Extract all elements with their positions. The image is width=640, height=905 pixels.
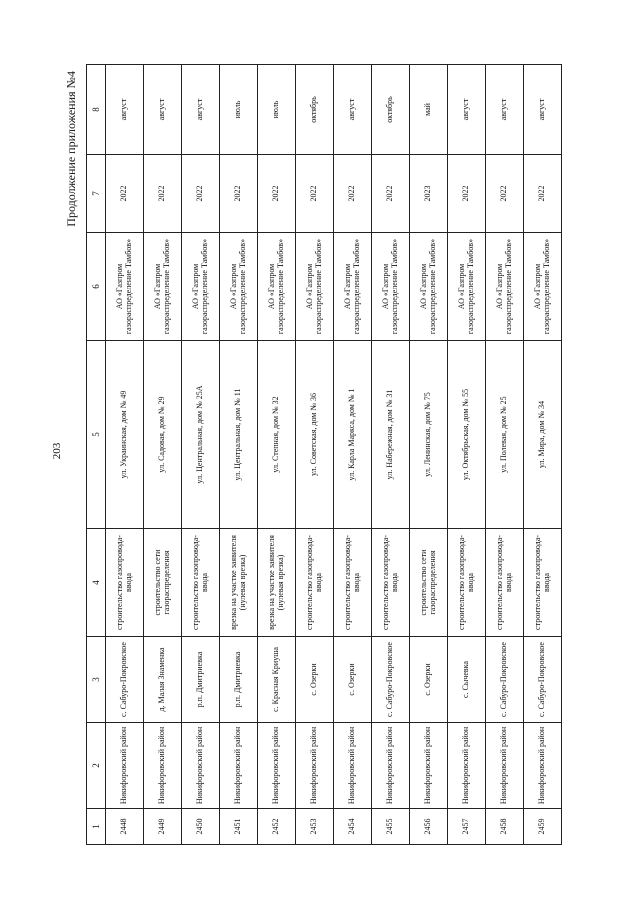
cell-work-type: врезка на участке заявителя (нулевая врезка) xyxy=(220,529,258,637)
column-header-year: 7 xyxy=(87,155,106,233)
cell-year: 2023 xyxy=(410,155,448,233)
cell-year: 2022 xyxy=(486,155,524,233)
cell-district: Никифоровский район xyxy=(410,723,448,809)
cell-month: май xyxy=(410,65,448,155)
table-row xyxy=(106,65,144,845)
table-body xyxy=(87,65,562,845)
cell-year: 2022 xyxy=(524,155,562,233)
cell-district: Никифоровский район xyxy=(182,723,220,809)
cell-row-number: 2448 xyxy=(106,809,144,845)
cell-work-type: строительство сети газораспределения xyxy=(410,529,448,637)
cell-district: Никифоровский район xyxy=(144,723,182,809)
table-row xyxy=(372,65,410,845)
cell-month: август xyxy=(486,65,524,155)
cell-organization: АО «Газпром газораспределение Тамбов» xyxy=(296,233,334,341)
cell-work-type: строительство газопровода-ввода xyxy=(182,529,220,637)
table-row xyxy=(258,65,296,845)
cell-month: август xyxy=(524,65,562,155)
table-row xyxy=(448,65,486,845)
cell-settlement: р.п. Дмитриевка xyxy=(182,637,220,723)
cell-work-type: строительство газопровода-ввода xyxy=(296,529,334,637)
cell-organization: АО «Газпром газораспределение Тамбов» xyxy=(410,233,448,341)
column-header-district: 2 xyxy=(87,723,106,809)
table-row xyxy=(486,65,524,845)
cell-address: ул. Октябрьская, дом № 55 xyxy=(448,341,486,529)
cell-row-number: 2455 xyxy=(372,809,410,845)
cell-month: июль xyxy=(258,65,296,155)
cell-organization: АО «Газпром газораспределение Тамбов» xyxy=(258,233,296,341)
cell-settlement: с. Озерки xyxy=(296,637,334,723)
column-header-organization: 6 xyxy=(87,233,106,341)
cell-row-number: 2449 xyxy=(144,809,182,845)
header-row xyxy=(87,65,106,845)
cell-settlement: с. Сабуро-Покровское xyxy=(524,637,562,723)
cell-district: Никифоровский район xyxy=(334,723,372,809)
cell-row-number: 2450 xyxy=(182,809,220,845)
column-header-work-type: 4 xyxy=(87,529,106,637)
cell-address: ул. Полевая, дом № 25 xyxy=(486,341,524,529)
cell-year: 2022 xyxy=(372,155,410,233)
cell-organization: АО «Газпром газораспределение Тамбов» xyxy=(372,233,410,341)
cell-district: Никифоровский район xyxy=(106,723,144,809)
cell-month: июль xyxy=(220,65,258,155)
cell-organization: АО «Газпром газораспределение Тамбов» xyxy=(220,233,258,341)
table-row xyxy=(334,65,372,845)
cell-organization: АО «Газпром газораспределение Тамбов» xyxy=(106,233,144,341)
table-row xyxy=(144,65,182,845)
page-number: 203 xyxy=(51,442,63,460)
cell-row-number: 2458 xyxy=(486,809,524,845)
cell-settlement: с. Озерки xyxy=(410,637,448,723)
cell-address: ул. Мира, дом № 34 xyxy=(524,341,562,529)
cell-work-type: строительство газопровода-ввода xyxy=(448,529,486,637)
continuation-title: Продолжение приложения №4 xyxy=(64,71,78,227)
cell-year: 2022 xyxy=(296,155,334,233)
cell-settlement: с. Сабуро-Покровское xyxy=(372,637,410,723)
cell-settlement: с. Сабуро-Покровское xyxy=(106,637,144,723)
rotated-page-content xyxy=(60,65,580,845)
cell-row-number: 2457 xyxy=(448,809,486,845)
cell-settlement: с. Озерки xyxy=(334,637,372,723)
cell-district: Никифоровский район xyxy=(448,723,486,809)
column-header-address: 5 xyxy=(87,341,106,529)
cell-district: Никифоровский район xyxy=(220,723,258,809)
cell-row-number: 2452 xyxy=(258,809,296,845)
cell-district: Никифоровский район xyxy=(372,723,410,809)
cell-address: ул. Центральная, дом № 11 xyxy=(220,341,258,529)
cell-organization: АО «Газпром газораспределение Тамбов» xyxy=(144,233,182,341)
cell-work-type: строительство газопровода-ввода xyxy=(486,529,524,637)
cell-settlement: д. Малая Знаменка xyxy=(144,637,182,723)
cell-organization: АО «Газпром газораспределение Тамбов» xyxy=(334,233,372,341)
cell-district: Никифоровский район xyxy=(486,723,524,809)
column-header-row-number: 1 xyxy=(87,809,106,845)
cell-district: Никифоровский район xyxy=(296,723,334,809)
cell-address: ул. Степная, дом № 32 xyxy=(258,341,296,529)
cell-year: 2022 xyxy=(144,155,182,233)
cell-year: 2022 xyxy=(448,155,486,233)
cell-address: ул. Украинская, дом № 49 xyxy=(106,341,144,529)
cell-month: август xyxy=(334,65,372,155)
cell-month: октябрь xyxy=(296,65,334,155)
cell-organization: АО «Газпром газораспределение Тамбов» xyxy=(524,233,562,341)
cell-month: октябрь xyxy=(372,65,410,155)
cell-organization: АО «Газпром газораспределение Тамбов» xyxy=(486,233,524,341)
cell-settlement: с. Сабуро-Покровское xyxy=(486,637,524,723)
cell-row-number: 2451 xyxy=(220,809,258,845)
column-header-month: 8 xyxy=(87,65,106,155)
cell-address: ул. Садовая, дом № 29 xyxy=(144,341,182,529)
cell-row-number: 2454 xyxy=(334,809,372,845)
cell-month: август xyxy=(182,65,220,155)
table-row xyxy=(220,65,258,845)
cell-month: август xyxy=(144,65,182,155)
cell-work-type: строительство газопровода-ввода xyxy=(372,529,410,637)
cell-settlement: с. Сычевка xyxy=(448,637,486,723)
cell-month: август xyxy=(448,65,486,155)
cell-settlement: р.п. Дмитриевка xyxy=(220,637,258,723)
table-row xyxy=(296,65,334,845)
cell-address: ул. Центральная, дом № 25А xyxy=(182,341,220,529)
cell-work-type: строительство газопровода-ввода xyxy=(334,529,372,637)
table-row xyxy=(410,65,448,845)
cell-district: Никифоровский район xyxy=(258,723,296,809)
cell-year: 2022 xyxy=(106,155,144,233)
cell-work-type: строительство газопровода-ввода xyxy=(524,529,562,637)
cell-work-type: врезка на участке заявителя (нулевая врезка) xyxy=(258,529,296,637)
cell-address: ул. Советская, дом № 36 xyxy=(296,341,334,529)
cell-row-number: 2459 xyxy=(524,809,562,845)
cell-address: ул. Карла Маркса, дом № 1 xyxy=(334,341,372,529)
cell-month: август xyxy=(106,65,144,155)
appendix-table xyxy=(86,64,562,845)
cell-organization: АО «Газпром газораспределение Тамбов» xyxy=(182,233,220,341)
cell-work-type: строительство газопровода-ввода xyxy=(106,529,144,637)
cell-year: 2022 xyxy=(220,155,258,233)
cell-settlement: с. Красная Криуша xyxy=(258,637,296,723)
cell-year: 2022 xyxy=(334,155,372,233)
cell-year: 2022 xyxy=(258,155,296,233)
table-row xyxy=(182,65,220,845)
cell-year: 2022 xyxy=(182,155,220,233)
cell-work-type: строительство сети газораспределения xyxy=(144,529,182,637)
column-header-settlement: 3 xyxy=(87,637,106,723)
cell-district: Никифоровский район xyxy=(524,723,562,809)
cell-address: ул. Набережная, дом № 31 xyxy=(372,341,410,529)
cell-row-number: 2453 xyxy=(296,809,334,845)
table-row xyxy=(524,65,562,845)
cell-address: ул. Ленинская, дом № 75 xyxy=(410,341,448,529)
cell-organization: АО «Газпром газораспределение Тамбов» xyxy=(448,233,486,341)
cell-row-number: 2456 xyxy=(410,809,448,845)
